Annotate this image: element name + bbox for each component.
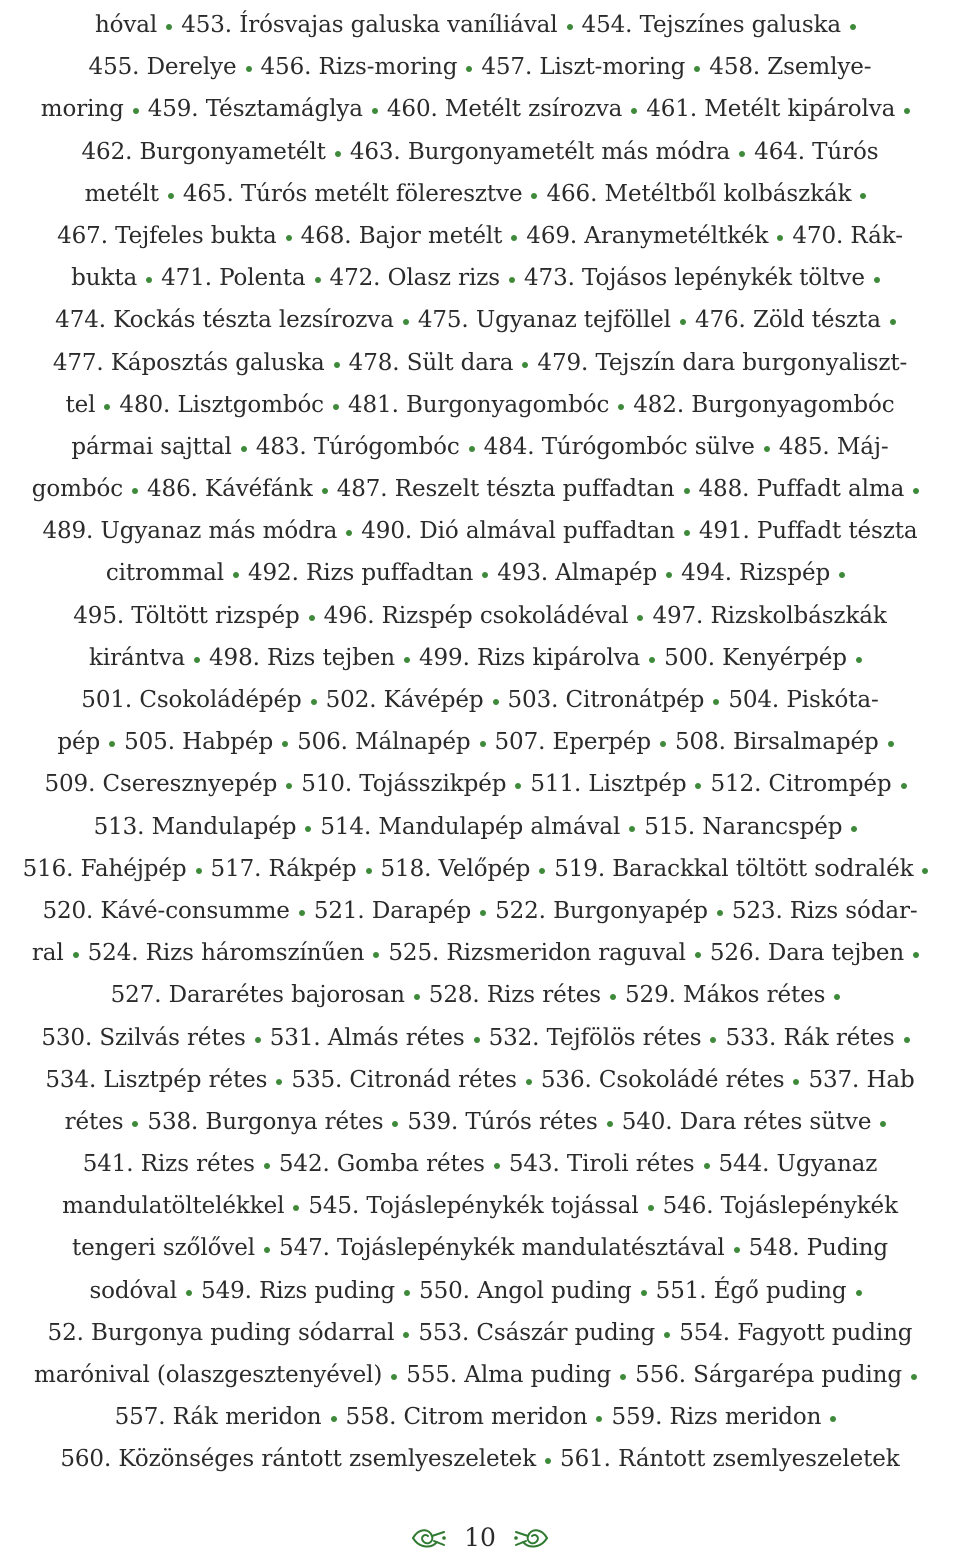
recipe-entry: 476. Zöld tészta	[694, 307, 881, 334]
recipe-entry: 523. Rizs sódar-	[731, 897, 918, 924]
recipe-entry: 511. Lisztpép	[530, 771, 687, 798]
recipe-entry: 542. Gomba rétes	[278, 1151, 485, 1178]
bullet-icon	[403, 1332, 409, 1338]
recipe-entry: 561. Rántott zsemlyeszeletek	[560, 1446, 900, 1473]
bullet-icon	[109, 741, 115, 747]
text-line	[0, 257, 960, 299]
recipe-entry: 521. Darapép	[313, 897, 472, 924]
recipe-entry: 508. Birsalmapép	[675, 729, 879, 756]
bullet-icon	[531, 193, 537, 199]
bullet-icon	[276, 1079, 282, 1085]
bullet-icon	[660, 741, 666, 747]
text-line	[0, 1438, 960, 1480]
recipe-entry: 503. Citronátpép	[507, 687, 705, 713]
bullet-icon	[734, 1247, 740, 1253]
recipe-entry: 515. Narancspép	[644, 813, 843, 840]
bullet-icon	[480, 741, 486, 747]
recipe-entry: 518. Velőpép	[380, 855, 531, 882]
recipe-entry: metélt	[84, 180, 159, 207]
recipe-entry: 547. Tojáslepénykék mandulatésztával	[279, 1235, 725, 1262]
text-line	[0, 1396, 960, 1438]
bullet-icon	[704, 1163, 710, 1169]
recipe-entry: 505. Habpép	[124, 729, 274, 756]
bullet-icon	[694, 66, 700, 72]
bullet-icon	[414, 994, 420, 1000]
recipe-entry: 534. Lisztpép rétes	[45, 1066, 268, 1093]
bullet-icon	[717, 910, 723, 916]
bullet-icon	[264, 1247, 270, 1253]
bullet-icon	[567, 24, 573, 30]
recipe-entry: marónival (olaszgesztenyével)	[34, 1362, 383, 1388]
recipe-entry: 550. Angol puding	[419, 1277, 632, 1304]
bullet-icon	[466, 66, 472, 72]
recipe-entry: sodóval	[89, 1277, 178, 1304]
recipe-entry: 553. Császár puding	[418, 1319, 656, 1346]
recipe-entry: 499. Rizs kipárolva	[418, 644, 641, 671]
fleuron-right-icon	[514, 1524, 550, 1552]
recipe-entry: 513. Mandulapép	[93, 813, 297, 840]
bullet-icon	[695, 783, 701, 789]
recipe-entry: 556. Sárgarépa puding	[635, 1362, 902, 1388]
recipe-entry: 510. Tojásszikpép	[301, 771, 507, 798]
text-line	[0, 88, 960, 130]
text-line	[0, 131, 960, 173]
recipe-entry: 557. Rák meridon	[114, 1404, 322, 1431]
recipe-entry: 471. Polenta	[161, 265, 306, 292]
recipe-entry: 453. Írósvajas galuska vaníliával	[181, 12, 558, 38]
bullet-icon	[850, 24, 856, 30]
recipe-entry: 455. Derelye	[88, 54, 237, 81]
recipe-entry: moring	[40, 96, 124, 123]
recipe-entry: 528. Rizs rétes	[428, 982, 601, 1009]
recipe-entry: 531. Almás rétes	[269, 1024, 465, 1051]
text-line	[0, 4, 960, 46]
bullet-icon	[315, 277, 321, 283]
recipe-entry: 514. Mandulapép almával	[320, 813, 621, 840]
bullet-icon	[146, 277, 152, 283]
bullet-icon	[666, 572, 672, 578]
recipe-entry: 519. Barackkal töltött sodralék	[554, 855, 914, 882]
recipe-entry: 469. Aranymetéltkék	[526, 222, 769, 249]
bullet-icon	[392, 1121, 398, 1127]
recipe-entry: 549. Rizs puding	[201, 1277, 396, 1304]
bullet-icon	[880, 1121, 886, 1127]
recipe-entry: 536. Csokoládé rétes	[540, 1066, 785, 1093]
text-line	[0, 1185, 960, 1227]
bullet-icon	[695, 952, 701, 958]
bullet-icon	[793, 1079, 799, 1085]
recipe-entry: bukta	[71, 265, 138, 292]
bullet-icon	[648, 1205, 654, 1211]
bullet-icon	[335, 151, 341, 157]
bullet-icon	[286, 235, 292, 241]
bullet-icon	[631, 108, 637, 114]
text-line	[0, 595, 960, 637]
recipe-entry: 522. Burgonyapép	[495, 897, 708, 924]
bullet-icon	[713, 699, 719, 705]
recipe-entry: 491. Puffadt tészta	[698, 518, 918, 545]
text-line	[0, 384, 960, 426]
bullet-icon	[684, 530, 690, 536]
recipe-entry: 475. Ugyanaz tejföllel	[417, 307, 671, 334]
recipe-entry: 529. Mákos rétes	[625, 982, 826, 1009]
text-line	[0, 1101, 960, 1143]
recipe-entry: 551. Égő puding	[655, 1277, 847, 1304]
bullet-icon	[509, 277, 515, 283]
recipe-entry: 457. Liszt-moring	[481, 54, 686, 81]
bullet-icon	[922, 868, 928, 874]
recipe-entry: 525. Rizsmeridon raguval	[388, 940, 686, 967]
text-line	[0, 215, 960, 257]
recipe-entry: 462. Burgonyametélt	[81, 138, 326, 165]
recipe-entry: 459. Tésztamáglya	[147, 96, 363, 123]
bullet-icon	[168, 193, 174, 199]
bullet-icon	[391, 1374, 397, 1380]
recipe-entry: 540. Dara rétes sütve	[621, 1108, 872, 1135]
bullet-icon	[710, 1037, 716, 1043]
bullet-icon	[511, 235, 517, 241]
recipe-entry: 539. Túrós rétes	[407, 1108, 598, 1135]
recipe-entry: 454. Tejszínes galuska	[581, 12, 842, 38]
text-line	[0, 1143, 960, 1185]
bullet-icon	[286, 783, 292, 789]
bullet-icon	[73, 952, 79, 958]
page-number: 10	[464, 1523, 496, 1552]
recipe-entry: 533. Rák rétes	[725, 1024, 895, 1051]
recipe-entry: 516. Fahéjpép	[22, 855, 187, 882]
recipe-entry: mandulatöltelékkel	[62, 1193, 285, 1220]
bullet-icon	[233, 572, 239, 578]
bullet-icon	[282, 741, 288, 747]
text-line	[0, 342, 960, 384]
text-line	[0, 1354, 960, 1396]
bullet-icon	[890, 319, 896, 325]
recipe-entry: 486. Kávéfánk	[147, 476, 313, 503]
recipe-entry: 546. Tojáslepénykék	[662, 1193, 898, 1220]
recipe-entry: tengeri szőlővel	[72, 1235, 256, 1262]
recipe-entry: 504. Piskóta-	[728, 687, 879, 713]
bullet-icon	[545, 1458, 551, 1464]
recipe-entry: tel	[65, 391, 96, 418]
bullet-icon	[305, 826, 311, 832]
recipe-entry: 559. Rizs meridon	[611, 1404, 822, 1431]
bullet-icon	[522, 362, 528, 368]
text-line	[0, 552, 960, 594]
recipe-entry: 467. Tejfeles bukta	[57, 222, 277, 249]
bullet-icon	[474, 1037, 480, 1043]
recipe-entry: hóval	[94, 12, 158, 38]
recipe-entry: 456. Rizs-moring	[260, 54, 458, 81]
bullet-icon	[246, 66, 252, 72]
bullet-icon	[610, 994, 616, 1000]
bullet-icon	[629, 826, 635, 832]
bullet-icon	[664, 1332, 670, 1338]
bullet-icon	[334, 362, 340, 368]
bullet-icon	[856, 657, 862, 663]
bullet-icon	[649, 657, 655, 663]
bullet-icon	[196, 868, 202, 874]
bullet-icon	[166, 24, 172, 30]
bullet-icon	[637, 615, 643, 621]
recipe-entry: 538. Burgonya rétes	[147, 1108, 384, 1135]
text-line	[0, 974, 960, 1016]
recipe-entry: 496. Rizspép csokoládéval	[323, 602, 629, 629]
text-line	[0, 1059, 960, 1101]
bullet-icon	[874, 277, 880, 283]
bullet-icon	[539, 868, 545, 874]
recipe-entry: 535. Citronád rétes	[291, 1066, 517, 1093]
text-line	[0, 637, 960, 679]
recipe-entry: 530. Szilvás rétes	[41, 1024, 246, 1051]
text-line	[0, 890, 960, 932]
text-line	[0, 173, 960, 215]
text-line	[0, 1312, 960, 1354]
recipe-entry: 532. Tejfölös rétes	[488, 1024, 702, 1051]
bullet-icon	[904, 1037, 910, 1043]
recipe-entry: citrommal	[105, 560, 224, 587]
bullet-icon	[372, 108, 378, 114]
bullet-icon	[322, 488, 328, 494]
recipe-entry: 472. Olasz rizs	[329, 265, 500, 292]
bullet-icon	[366, 868, 372, 874]
text-line	[0, 806, 960, 848]
text-line	[0, 468, 960, 510]
bullet-icon	[494, 1163, 500, 1169]
bullet-icon	[860, 193, 866, 199]
recipe-entry: 481. Burgonyagombóc	[347, 391, 610, 418]
page-footer	[0, 1516, 960, 1560]
bullet-icon	[901, 783, 907, 789]
bullet-icon	[133, 108, 139, 114]
bullet-icon	[469, 446, 475, 452]
bullet-icon	[104, 404, 110, 410]
bullet-icon	[404, 657, 410, 663]
recipe-entry: 512. Citrompép	[710, 771, 892, 798]
recipe-entry: rétes	[64, 1108, 124, 1135]
recipe-entry: 502. Kávépép	[325, 687, 484, 713]
bullet-icon	[904, 108, 910, 114]
recipe-entry: 500. Kenyérpép	[664, 644, 847, 671]
recipe-entry: 463. Burgonyametélt más módra	[349, 138, 731, 165]
text-line	[0, 426, 960, 468]
recipe-entry: 465. Túrós metélt föleresztve	[182, 180, 523, 207]
recipe-entry: 487. Reszelt tészta puffadtan	[336, 476, 675, 503]
recipe-entry: 497. Rizskolbászkák	[652, 602, 887, 629]
recipe-entry: gombóc	[31, 476, 123, 503]
recipe-entry: 545. Tojáslepénykék tojással	[308, 1193, 639, 1220]
bullet-icon	[515, 783, 521, 789]
recipe-entry: 544. Ugyanaz	[718, 1151, 878, 1178]
bullet-icon	[264, 1163, 270, 1169]
bullet-icon	[641, 1290, 647, 1296]
bullet-icon	[299, 910, 305, 916]
bullet-icon	[241, 446, 247, 452]
bullet-icon	[255, 1037, 261, 1043]
bullet-icon	[620, 1374, 626, 1380]
recipe-entry: 541. Rizs rétes	[82, 1151, 255, 1178]
bullet-icon	[830, 1416, 836, 1422]
bullet-icon	[404, 1290, 410, 1296]
recipe-entry: 495. Töltött rizspép	[73, 602, 300, 629]
bullet-icon	[526, 1079, 532, 1085]
recipe-entry: 560. Közönséges rántott zsemlyeszeletek	[60, 1446, 537, 1473]
recipe-entry: 527. Dararétes bajorosan	[110, 982, 405, 1009]
bullet-icon	[293, 1205, 299, 1211]
bullet-icon	[684, 488, 690, 494]
recipe-entry: 524. Rizs háromszínűen	[87, 940, 365, 967]
recipe-index-text	[0, 4, 960, 1481]
bullet-icon	[618, 404, 624, 410]
recipe-entry: 482. Burgonyagombóc	[633, 391, 895, 418]
bullet-icon	[777, 235, 783, 241]
bullet-icon	[132, 1121, 138, 1127]
recipe-entry: 554. Fagyott puding	[679, 1319, 913, 1346]
recipe-entry: 558. Citrom meridon	[345, 1404, 588, 1431]
recipe-entry: 485. Máj-	[778, 433, 889, 460]
text-line	[0, 299, 960, 341]
bullet-icon	[493, 699, 499, 705]
bullet-icon	[309, 615, 315, 621]
recipe-entry: 526. Dara tejben	[709, 940, 905, 967]
bullet-icon	[839, 572, 845, 578]
bullet-icon	[596, 1416, 602, 1422]
recipe-entry: 506. Málnapép	[297, 729, 471, 756]
bullet-icon	[764, 446, 770, 452]
bullet-icon	[856, 1290, 862, 1296]
recipe-entry: 488. Puffadt alma	[698, 476, 905, 503]
recipe-entry: 494. Rizspép	[681, 560, 831, 587]
recipe-entry: 466. Metéltből kolbászkák	[546, 180, 852, 207]
bullet-icon	[373, 952, 379, 958]
recipe-entry: 537. Hab	[808, 1066, 915, 1093]
bullet-icon	[851, 826, 857, 832]
text-line	[0, 1227, 960, 1269]
recipe-entry: 548. Puding	[748, 1235, 888, 1262]
recipe-entry: 501. Csokoládépép	[81, 687, 302, 713]
bullet-icon	[680, 319, 686, 325]
recipe-entry: 474. Kockás tészta lezsírozva	[55, 307, 394, 334]
recipe-entry: 517. Rákpép	[210, 855, 357, 882]
text-line	[0, 763, 960, 805]
recipe-entry: 52. Burgonya puding sódarral	[47, 1319, 395, 1346]
text-line	[0, 1270, 960, 1312]
text-line	[0, 510, 960, 552]
recipe-entry: 468. Bajor metélt	[300, 222, 503, 249]
bullet-icon	[346, 530, 352, 536]
text-line	[0, 1017, 960, 1059]
recipe-entry: 464. Túrós	[754, 138, 879, 165]
recipe-entry: 477. Káposztás galuska	[52, 349, 325, 376]
recipe-entry: 473. Tojásos lepénykék töltve	[524, 265, 865, 292]
bullet-icon	[480, 910, 486, 916]
recipe-entry: 498. Rizs tejben	[209, 644, 395, 671]
text-line	[0, 721, 960, 763]
recipe-entry: 484. Túrógombóc sülve	[483, 433, 755, 460]
bullet-icon	[911, 1374, 917, 1380]
text-line	[0, 932, 960, 974]
bullet-icon	[834, 994, 840, 1000]
recipe-entry: 543. Tiroli rétes	[508, 1151, 695, 1178]
recipe-entry: 555. Alma puding	[406, 1362, 612, 1388]
recipe-entry: 520. Kávé-consumme	[42, 897, 290, 924]
bullet-icon	[311, 699, 317, 705]
recipe-entry: 489. Ugyanaz más módra	[42, 518, 338, 545]
recipe-entry: pármai sajttal	[71, 433, 232, 460]
text-line	[0, 679, 960, 721]
recipe-entry: 492. Rizs puffadtan	[247, 560, 474, 587]
bullet-icon	[913, 488, 919, 494]
recipe-entry: 478. Sült dara	[348, 349, 514, 376]
recipe-entry: 460. Metélt zsírozva	[386, 96, 623, 123]
recipe-entry: 470. Rák-	[792, 222, 903, 249]
fleuron-left-icon	[410, 1524, 446, 1552]
recipe-entry: kirántva	[89, 644, 186, 671]
recipe-entry: 458. Zsemlye-	[709, 54, 872, 81]
recipe-entry: 483. Túrógombóc	[255, 433, 460, 460]
bullet-icon	[607, 1121, 613, 1127]
bullet-icon	[331, 1416, 337, 1422]
text-line	[0, 46, 960, 88]
bullet-icon	[132, 488, 138, 494]
recipe-entry: ral	[31, 940, 64, 967]
recipe-entry: pép	[57, 729, 101, 756]
bullet-icon	[403, 319, 409, 325]
bullet-icon	[739, 151, 745, 157]
recipe-entry: 480. Lisztgombóc	[119, 391, 324, 418]
recipe-entry: 461. Metélt kipárolva	[646, 96, 896, 123]
recipe-entry: 509. Cseresznyepép	[44, 771, 278, 798]
recipe-entry: 479. Tejszín dara burgonyaliszt-	[537, 349, 908, 376]
recipe-entry: 493. Almapép	[497, 560, 658, 587]
bullet-icon	[888, 741, 894, 747]
recipe-entry: 507. Eperpép	[494, 729, 652, 756]
bullet-icon	[333, 404, 339, 410]
bullet-icon	[913, 952, 919, 958]
bullet-icon	[482, 572, 488, 578]
recipe-entry: 490. Dió almával puffadtan	[361, 518, 675, 545]
text-line	[0, 848, 960, 890]
bullet-icon	[186, 1290, 192, 1296]
bullet-icon	[194, 657, 200, 663]
